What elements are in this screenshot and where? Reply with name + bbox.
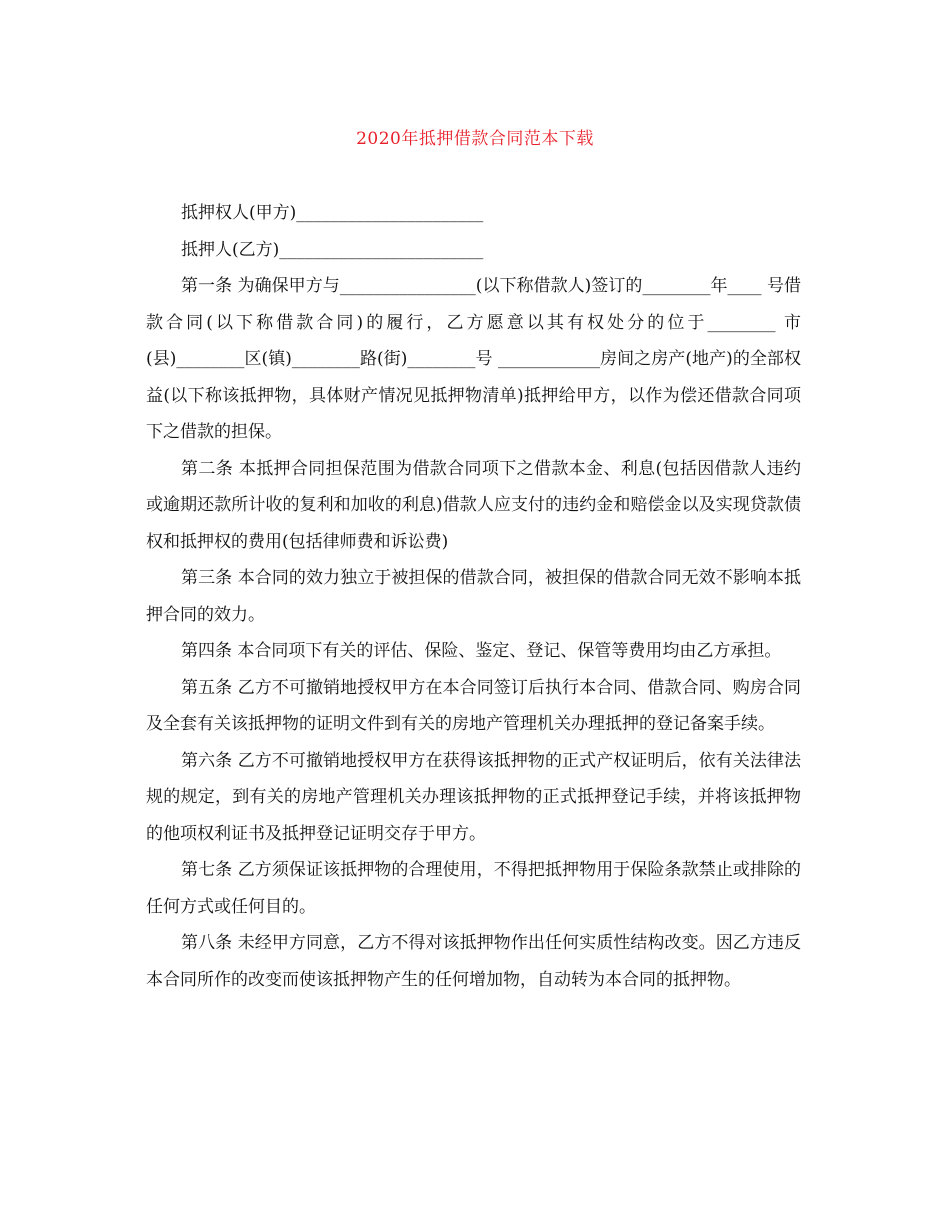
article-8: 第八条 未经甲方同意，乙方不得对该抵押物作出任何实质性结构改变。因乙方违反本合同所作的改变而使该抵押物产生的任何增加物，自动转为本合同的抵押物。 <box>146 933 801 990</box>
article-7: 第七条 乙方须保证该抵押物的合理使用，不得把抵押物用于保险条款禁止或排除的任何方式或任何目的。 <box>146 860 801 917</box>
document-title: 2020年抵押借款合同范本下载 <box>356 129 594 149</box>
article-1: 第一条 为确保甲方与________________(以下称借款人)签订的________年____ 号借款合同(以下称借款合同)的履行，乙方愿意以其有权处分的位于________ 市(县)________区(镇)________路(街)________号 ____________房间之房产(地产)的全部权益(以下称该抵押物，具体财产情况见抵押物清单)抵押给甲方，以作为偿还借款合同项下之借款的担保。 <box>146 276 801 442</box>
article-2: 第二条 本抵押合同担保范围为借款合同项下之借款本金、利息(包括因借款人违约或逾期还款所计收的复利和加收的利息)借款人应支付的违约金和赔偿金以及实现贷款债权和抵押权的费用(包括律师费和诉讼费) <box>146 458 801 552</box>
article-6: 第六条 乙方不可撤销地授权甲方在获得该抵押物的正式产权证明后，依有关法律法规的规定，到有关的房地产管理机关办理该抵押物的正式抵押登记手续，并将该抵押物的他项权利证书及抵押登记证明交存于甲方。 <box>146 750 801 844</box>
article-4: 第四条 本合同项下有关的评估、保险、鉴定、登记、保管等费用均由乙方承担。 <box>181 641 782 661</box>
party-a-line: 抵押权人(甲方)______________________ <box>181 203 484 223</box>
party-b-line: 抵押人(乙方)________________________ <box>181 239 484 260</box>
article-5: 第五条 乙方不可撤销地授权甲方在本合同签订后执行本合同、借款合同、购房合同及全套有关该抵押物的证明文件到有关的房地产管理机关办理抵押的登记备案手续。 <box>146 677 801 734</box>
document-body <box>146 195 801 998</box>
article-3: 第三条 本合同的效力独立于被担保的借款合同，被担保的借款合同无效不影响本抵押合同的效力。 <box>146 568 801 625</box>
